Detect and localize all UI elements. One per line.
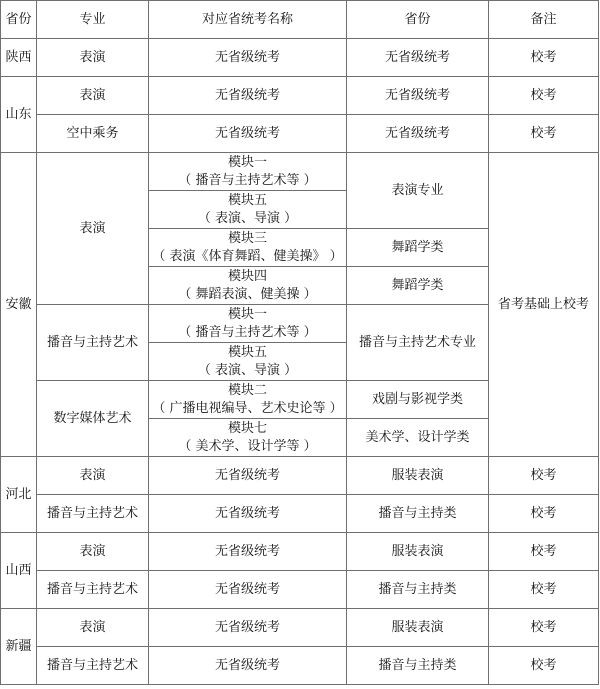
table-row <box>1 153 599 191</box>
note-cell: 校考 <box>489 457 599 495</box>
module-detail: （ 广播电视编导、艺术史论等 ） <box>152 400 343 416</box>
table-row <box>1 457 599 495</box>
major-cell: 数字媒体艺术 <box>37 381 149 457</box>
category-cell: 舞蹈学类 <box>347 267 489 305</box>
category-cell: 无省级统考 <box>347 39 489 77</box>
header-exam-name: 对应省统考名称 <box>149 1 347 39</box>
table-row <box>1 115 599 153</box>
module-cell <box>149 153 347 191</box>
module-detail: （ 美术学、设计学等 ） <box>178 438 317 454</box>
major-cell: 播音与主持艺术 <box>37 571 149 609</box>
major-cell: 表演 <box>37 77 149 115</box>
module-title: 模块一 <box>227 306 267 322</box>
note-cell: 校考 <box>489 609 599 647</box>
header-note: 备注 <box>489 1 599 39</box>
table-row <box>1 495 599 533</box>
province-cell: 新疆 <box>1 609 37 685</box>
table-row <box>1 39 599 77</box>
exam-cell: 无省级统考 <box>149 115 347 153</box>
module-cell <box>149 343 347 381</box>
category-cell: 播音与主持类 <box>347 647 489 685</box>
module-title: 模块七 <box>227 420 267 436</box>
category-cell: 舞蹈学类 <box>347 229 489 267</box>
exam-cell: 无省级统考 <box>149 39 347 77</box>
exam-cell: 无省级统考 <box>149 571 347 609</box>
major-cell: 表演 <box>37 153 149 305</box>
module-cell <box>149 305 347 343</box>
category-cell: 服装表演 <box>347 609 489 647</box>
province-cell: 陕西 <box>1 39 37 77</box>
header-province: 省份 <box>1 1 37 39</box>
category-cell: 美术学、设计学类 <box>347 419 489 457</box>
module-title: 模块二 <box>227 382 267 398</box>
header-major: 专业 <box>37 1 149 39</box>
module-cell <box>149 381 347 419</box>
major-cell: 表演 <box>37 457 149 495</box>
module-title: 模块五 <box>227 344 267 360</box>
module-title: 模块五 <box>227 192 267 208</box>
note-cell: 校考 <box>489 39 599 77</box>
category-cell: 播音与主持类 <box>347 571 489 609</box>
module-detail: （ 表演、导演 ） <box>197 210 298 226</box>
module-detail: （ 表演《体育舞蹈、健美操》 ） <box>152 248 343 264</box>
category-cell: 播音与主持艺术专业 <box>347 305 489 381</box>
table-row <box>1 647 599 685</box>
major-cell: 播音与主持艺术 <box>37 305 149 381</box>
exam-cell: 无省级统考 <box>149 457 347 495</box>
module-cell <box>149 267 347 305</box>
note-cell: 校考 <box>489 495 599 533</box>
note-cell: 校考 <box>489 647 599 685</box>
note-cell: 校考 <box>489 533 599 571</box>
module-title: 模块一 <box>227 154 267 170</box>
category-cell: 戏剧与影视学类 <box>347 381 489 419</box>
table-row <box>1 533 599 571</box>
exam-cell: 无省级统考 <box>149 533 347 571</box>
note-cell: 校考 <box>489 115 599 153</box>
major-cell: 表演 <box>37 39 149 77</box>
category-cell: 表演专业 <box>347 153 489 229</box>
header-category: 省份 <box>347 1 489 39</box>
module-detail: （ 播音与主持艺术等 ） <box>178 324 317 340</box>
table-row <box>1 571 599 609</box>
major-cell: 播音与主持艺术 <box>37 495 149 533</box>
province-cell: 山西 <box>1 533 37 609</box>
note-cell: 校考 <box>489 571 599 609</box>
category-cell: 服装表演 <box>347 457 489 495</box>
header-row <box>1 1 599 39</box>
module-detail: （ 舞蹈表演、健美操 ） <box>178 286 317 302</box>
province-cell: 河北 <box>1 457 37 533</box>
category-cell: 播音与主持类 <box>347 495 489 533</box>
exam-cell: 无省级统考 <box>149 77 347 115</box>
exam-cell: 无省级统考 <box>149 495 347 533</box>
category-cell: 无省级统考 <box>347 77 489 115</box>
category-cell: 服装表演 <box>347 533 489 571</box>
module-cell <box>149 191 347 229</box>
province-cell: 山东 <box>1 77 37 153</box>
major-cell: 播音与主持艺术 <box>37 647 149 685</box>
table-row <box>1 609 599 647</box>
table-row <box>1 77 599 115</box>
exam-cell: 无省级统考 <box>149 647 347 685</box>
major-cell: 表演 <box>37 609 149 647</box>
module-cell <box>149 419 347 457</box>
major-cell: 空中乘务 <box>37 115 149 153</box>
module-cell <box>149 229 347 267</box>
province-cell: 安徽 <box>1 153 37 457</box>
note-cell: 校考 <box>489 77 599 115</box>
module-title: 模块四 <box>227 268 267 284</box>
module-detail: （ 播音与主持艺术等 ） <box>178 172 317 188</box>
exam-cell: 无省级统考 <box>149 609 347 647</box>
module-title: 模块三 <box>227 230 267 246</box>
note-cell: 省考基础上校考 <box>489 153 599 457</box>
module-detail: （ 表演、导演 ） <box>197 362 298 378</box>
category-cell: 无省级统考 <box>347 115 489 153</box>
major-cell: 表演 <box>37 533 149 571</box>
